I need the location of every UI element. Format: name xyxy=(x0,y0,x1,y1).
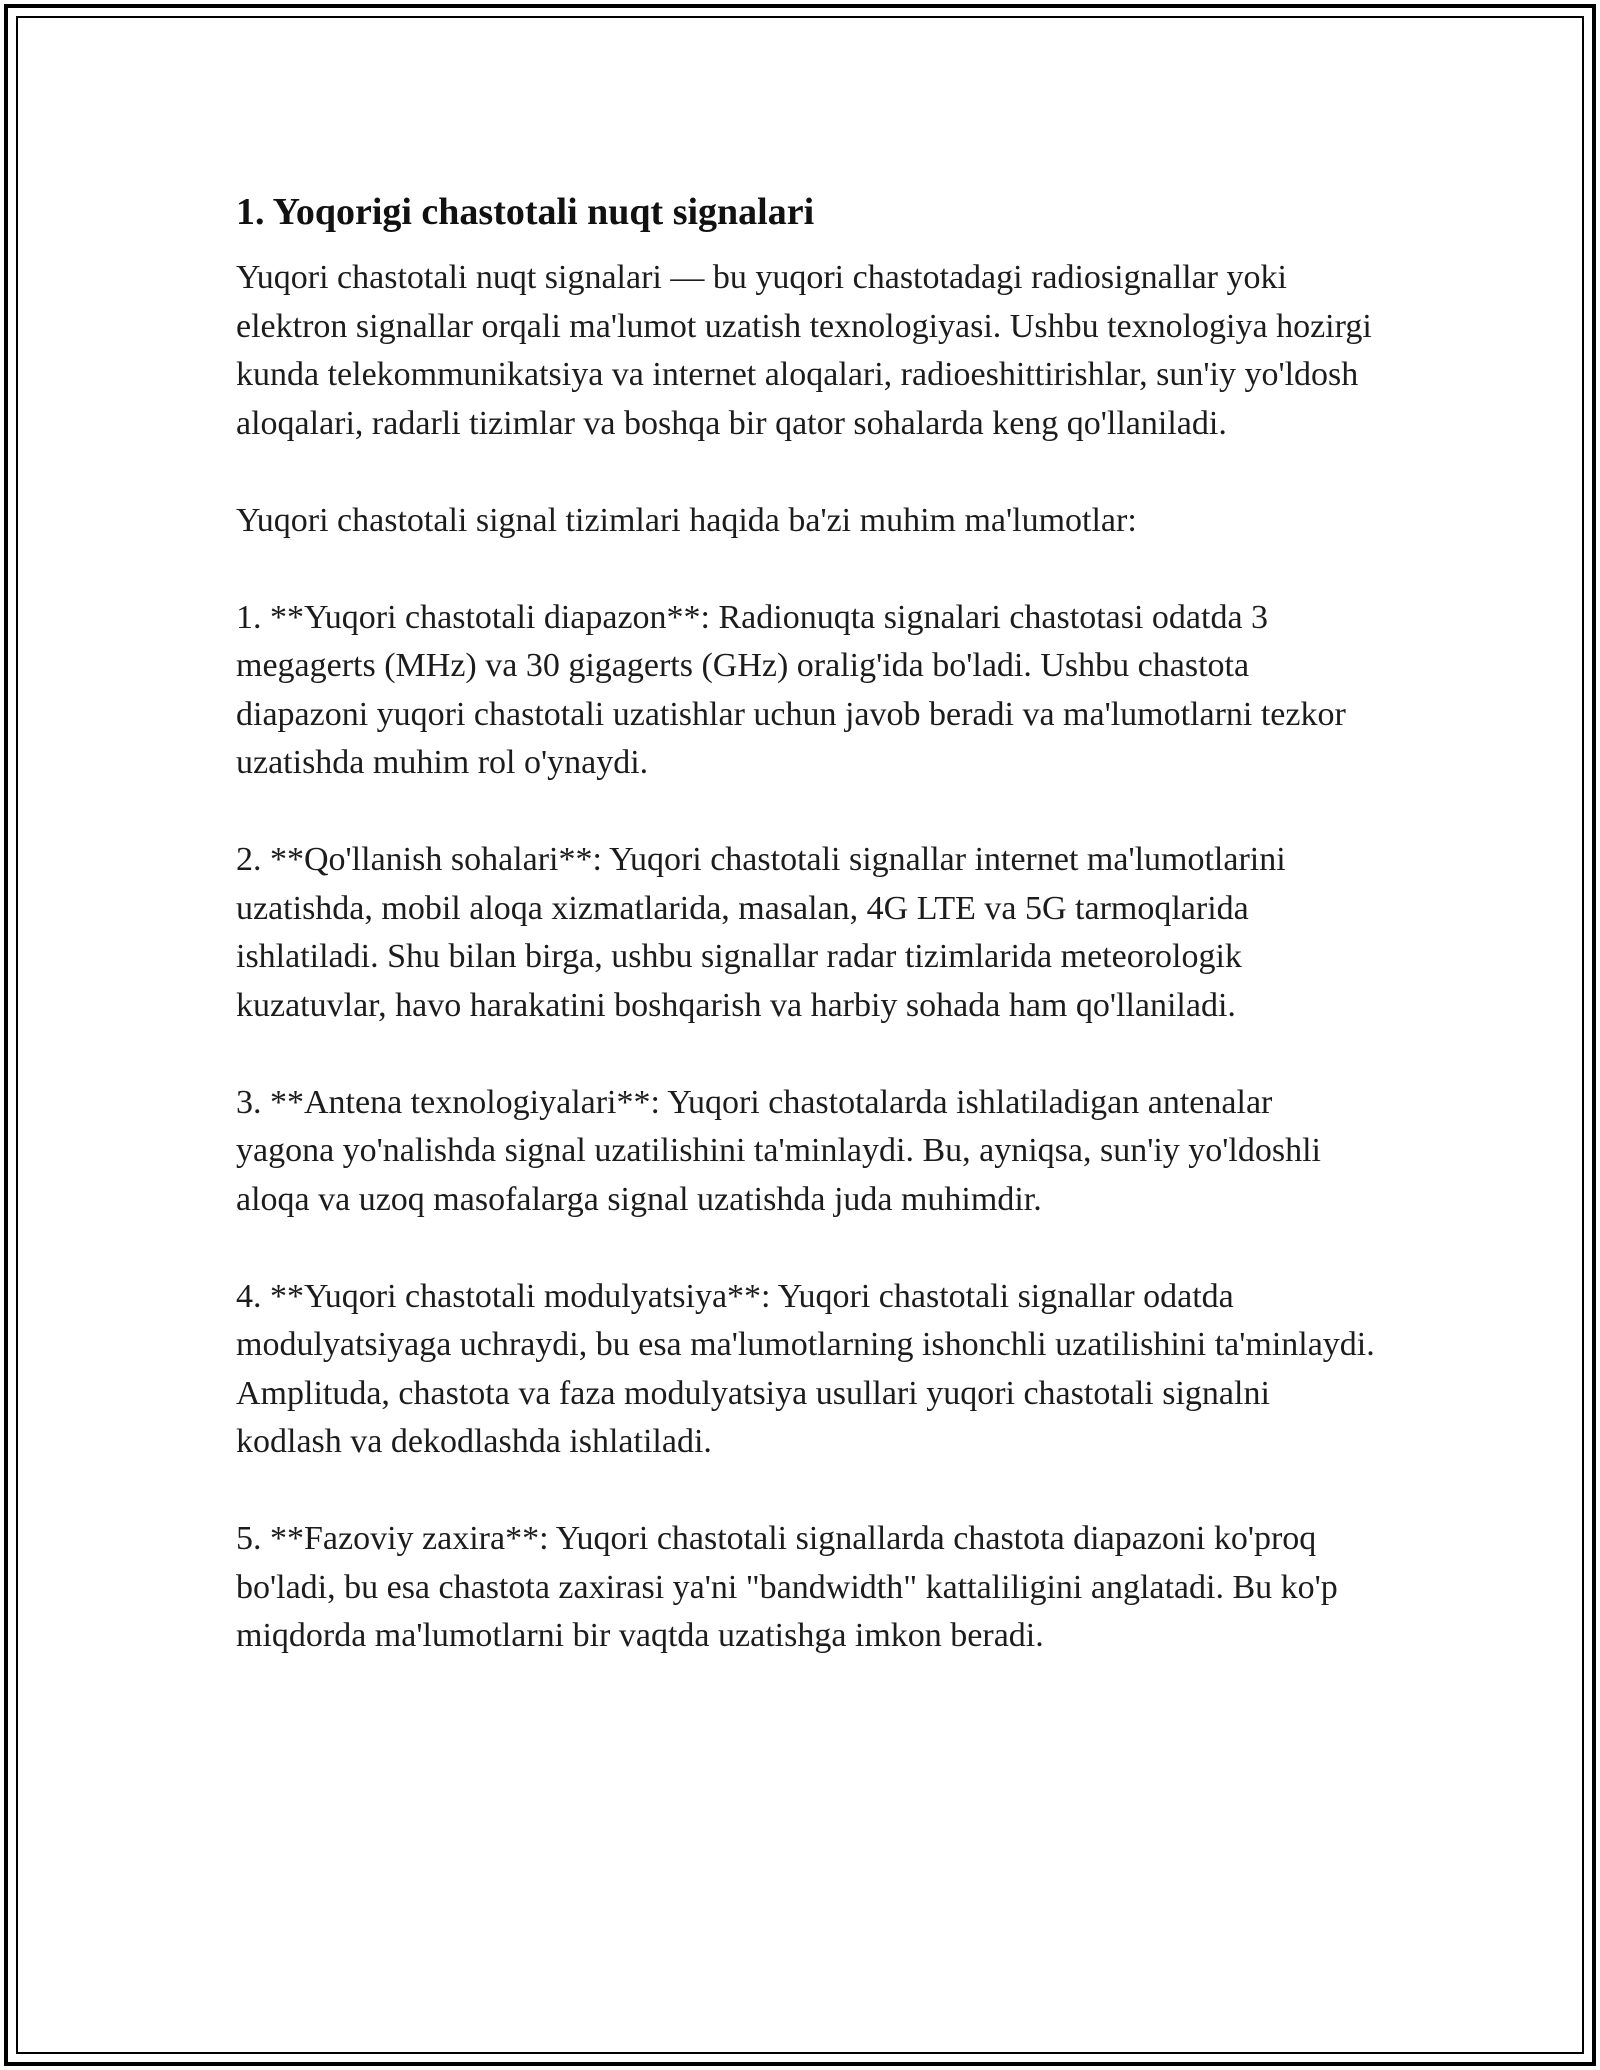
list-item-application-areas: 2. **Qo'llanish sohalari**: Yuqori chastotali signallar internet ma'lumotlarini uzatishda, mobil aloqa xizmatlarida, masalan, 4G LTE va 5G tarmoqlarida ishlatiladi. Shu bilan birga, ushbu signallar radar tizimlarida meteorologik kuzatuvlar, havo harakatini boshqarish va harbiy sohada ham qo'llaniladi. xyxy=(236,841,1286,1024)
list-item-spatial-reserve: 5. **Fazoviy zaxira**: Yuqori chastotali signallarda chastota diapazoni ko'proq bo'ladi, bu esa chastota zaxirasi ya'ni "bandwidth" kattaliligini anglatadi. Bu ko'p miqdorda ma'lumotlarni bir vaqtda uzatishga imkon beradi. xyxy=(236,1520,1338,1654)
intro-paragraph: Yuqori chastotali nuqt signalari — bu yuqori chastotadagi radiosignallar yoki elektron signallar orqali ma'lumot uzatish texnologiyasi. Ushbu texnologiya hozirgi kunda telekommunikatsiya va internet aloqalari, radioeshittirishlar, sun'iy yo'ldosh aloqalari, radarli tizimlar va boshqa bir qator sohalarda keng qo'llaniladi. xyxy=(236,259,1372,442)
document-title: 1. Yoqorigi chastotali nuqt signalari xyxy=(236,191,815,233)
list-item-modulation: 4. **Yuqori chastotali modulyatsiya**: Yuqori chastotali signallar odatda modulyatsiyaga uchraydi, bu esa ma'lumotlarning ishonchli uzatilishini ta'minlaydi. Amplituda, chastota va faza modulyatsiya usullari yuqori chastotali signalni kodlash va dekodlashda ishlatiladi. xyxy=(236,1277,1375,1460)
list-item-frequency-range: 1. **Yuqori chastotali diapazon**: Radionuqta signalari chastotasi odatda 3 megagerts (MHz) va 30 gigagerts (GHz) oralig'ida bo'ladi. Ushbu chastota diapazoni yuqori chastotali uzatishlar uchun javob beradi va ma'lumotlarni tezkor uzatishda muhim rol o'ynaydi. xyxy=(236,598,1346,781)
lead-in-paragraph: Yuqori chastotali signal tizimlari haqida ba'zi muhim ma'lumotlar: xyxy=(236,501,1137,539)
list-item-antenna-technologies: 3. **Antena texnologiyalari**: Yuqori chastotalarda ishlatiladigan antenalar yagona yo'nalishda signal uzatilishini ta'minlaydi. Bu, ayniqsa, sun'iy yo'ldoshli aloqa va uzoq masofalarga signal uzatishda juda muhimdir. xyxy=(236,1083,1321,1218)
document-body xyxy=(236,186,1376,1709)
